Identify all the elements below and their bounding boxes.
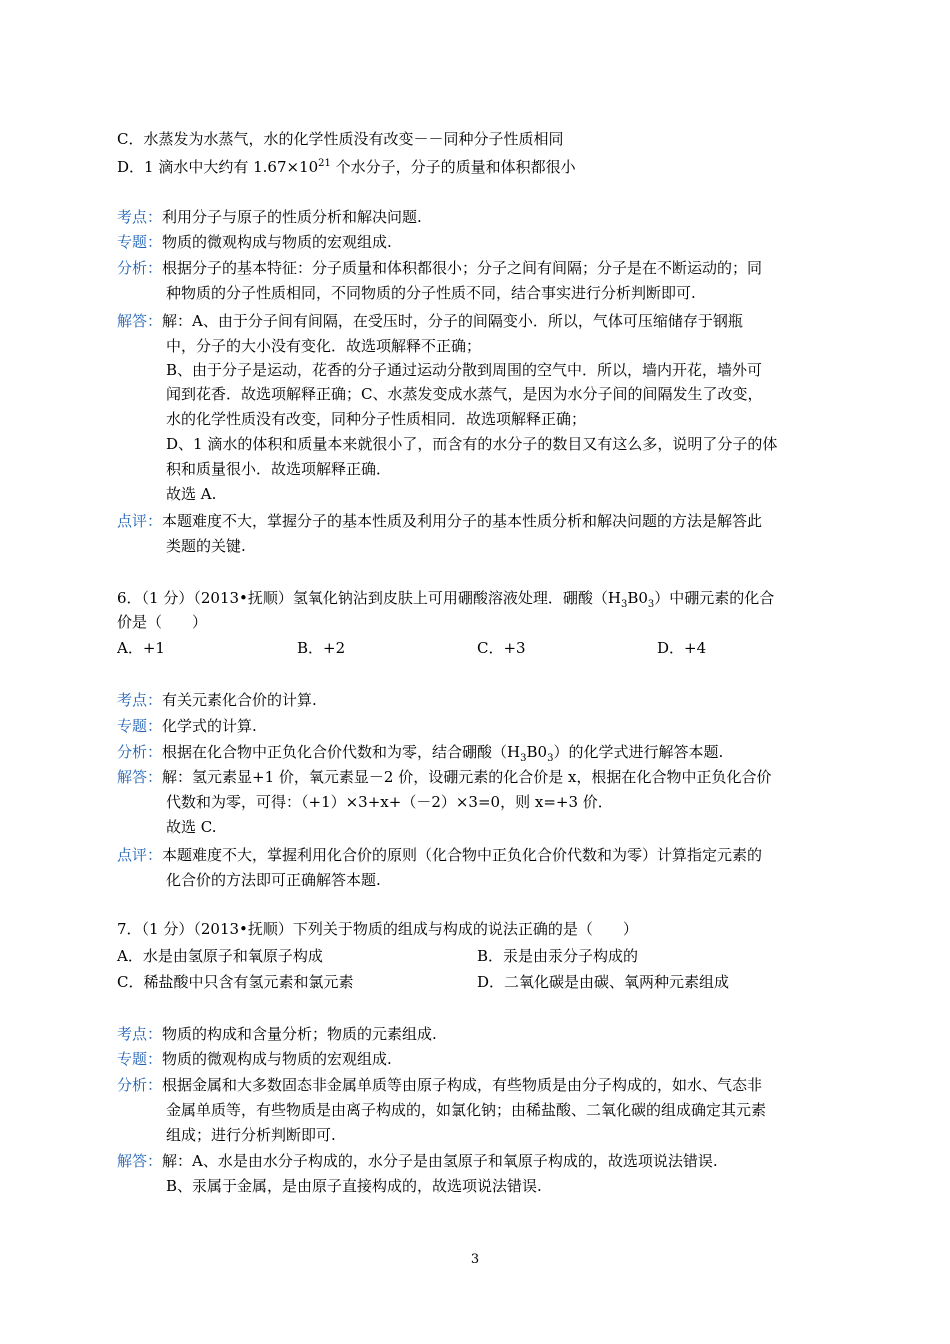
q7-jieda: 解答：解：A、水是由水分子构成的，水分子是由氢原子和氧原子构成的，故选项说法错误. — [117, 1152, 718, 1170]
q5-jieda-line: B、由于分子是运动，花香的分子通过运动分散到周围的空气中．所以，墙内开花，墙外可 — [166, 361, 763, 379]
q5-option-c: C．水蒸发为水蒸气，水的化学性质没有改变－－同种分子性质相同 — [117, 130, 564, 148]
zhuanti-label: 专题： — [117, 1050, 163, 1068]
kaodian-label: 考点： — [117, 691, 163, 709]
jieda-label: 解答： — [117, 312, 163, 330]
jieda-label: 解答： — [117, 1152, 163, 1170]
q7-zhuanti: 专题：物质的微观构成与物质的宏观组成. — [117, 1050, 392, 1068]
q6-jieda-line: 故选 C. — [166, 818, 217, 836]
q6-stem: 6．（1 分）（2013•抚顺）氢氧化钠沾到皮肤上可用硼酸溶液处理．硼酸$(H_3B0_3)$中硼元素的化合 — [117, 589, 775, 610]
jieda-label: 解答： — [117, 768, 163, 786]
q6-dianping: 点评：本题难度不大，掌握利用化合价的原则（化合物中正负化合价代数和为零）计算指定元素的 — [117, 846, 763, 864]
q5-jieda-line: 闻到花香．故选项解释正确；C、水蒸发变成水蒸气，是因为水分子间的间隔发生了改变， — [166, 385, 763, 403]
q6-jieda-line: 代数和为零，可得：（+1）×3+x+（－2）×3=0，则 x=+3 价． — [166, 793, 613, 811]
q5-fenxi: 分析：根据分子的基本特征：分子质量和体积都很小；分子之间有间隔；分子是在不断运动的；同 — [117, 259, 763, 277]
q5-jieda-line: D、1 滴水的体积和质量本来就很小了，而含有的水分子的数目又有这么多，说明了分子的体 — [166, 435, 778, 453]
q6-option-d: D．+4 — [657, 639, 707, 657]
q5-jieda: 解答：解：A、由于分子间有间隔，在受压时，分子的间隔变小．所以，气体可压缩储存于钢瓶 — [117, 312, 743, 330]
q6-jieda: 解答：解：氢元素显+1 价，氧元素显－2 价，设硼元素的化合价是 x，根据在化合物中正负化合价 — [117, 768, 772, 786]
q5-jieda-line: 中，分子的大小没有变化．故选项解释不正确； — [166, 337, 482, 355]
q5-fenxi-cont: 种物质的分子性质相同，不同物质的分子性质不同，结合事实进行分析判断即可. — [166, 284, 696, 302]
kaodian-label: 考点： — [117, 1025, 163, 1043]
q5-option-d: D．1 滴水中大约有 $1.67\times 10^{21}$ 个水分子，分子的质量和体积都很小 — [117, 158, 576, 176]
q7-option-a: A．水是由氢原子和氧原子构成 — [117, 947, 323, 965]
q6-option-a: A．+1 — [117, 639, 165, 657]
q6-dianping-cont: 化合价的方法即可正确解答本题. — [166, 871, 381, 889]
fenxi-label: 分析： — [117, 1076, 163, 1094]
q6-fenxi: 分析：根据在化合物中正负化合价代数和为零，结合硼酸$(H_3B0_3)$的化学式进行解答本题. — [117, 743, 724, 764]
q7-fenxi: 分析：根据金属和大多数固态非金属单质等由原子构成，有些物质是由分子构成的，如水、气态非 — [117, 1076, 763, 1094]
dianping-label: 点评： — [117, 512, 163, 530]
q6-option-c: C．+3 — [477, 639, 526, 657]
q6-zhuanti: 专题：化学式的计算. — [117, 717, 257, 735]
q6-option-b: B．+2 — [297, 639, 346, 657]
dianping-label: 点评： — [117, 846, 163, 864]
q5-jieda-line: 水的化学性质没有改变，同种分子性质相同．故选项解释正确； — [166, 410, 587, 428]
q7-fenxi-cont: 金属单质等，有些物质是由离子构成的，如氯化钠；由稀盐酸、二氧化碳的组成确定其元素 — [166, 1101, 767, 1119]
page-number: 3 — [470, 1252, 480, 1267]
fenxi-label: 分析： — [117, 259, 163, 277]
zhuanti-label: 专题： — [117, 717, 163, 735]
q6-kaodian: 考点：有关元素化合价的计算. — [117, 691, 317, 709]
q7-kaodian: 考点：物质的构成和含量分析；物质的元素组成. — [117, 1025, 437, 1043]
kaodian-label: 考点： — [117, 208, 163, 226]
q7-option-c: C．稀盐酸中只含有氢元素和氯元素 — [117, 973, 354, 991]
q5-dianping: 点评：本题难度不大，掌握分子的基本性质及利用分子的基本性质分析和解决问题的方法是解答此 — [117, 512, 763, 530]
q6-stem-cont: 价是（ ） — [117, 613, 208, 631]
q7-option-d: D．二氧化碳是由碳、氧两种元素组成 — [477, 973, 730, 991]
q7-stem: 7．（1 分）（2013•抚顺）下列关于物质的组成与构成的说法正确的是（ ） — [117, 920, 638, 938]
q5-zhuanti: 专题：物质的微观构成与物质的宏观组成. — [117, 233, 392, 251]
q5-dianping-cont: 类题的关键. — [166, 537, 246, 555]
q5-jieda-line: 故选 A. — [166, 485, 217, 503]
q7-jieda-line: B、汞属于金属，是由原子直接构成的，故选项说法错误. — [166, 1177, 542, 1195]
fenxi-label: 分析： — [117, 743, 163, 761]
q5-kaodian: 考点：利用分子与原子的性质分析和解决问题. — [117, 208, 422, 226]
q7-fenxi-cont: 组成；进行分析判断即可. — [166, 1126, 336, 1144]
q7-option-b: B．汞是由汞分子构成的 — [477, 947, 639, 965]
q5-jieda-line: 积和质量很小．故选项解释正确． — [166, 460, 392, 478]
zhuanti-label: 专题： — [117, 233, 163, 251]
